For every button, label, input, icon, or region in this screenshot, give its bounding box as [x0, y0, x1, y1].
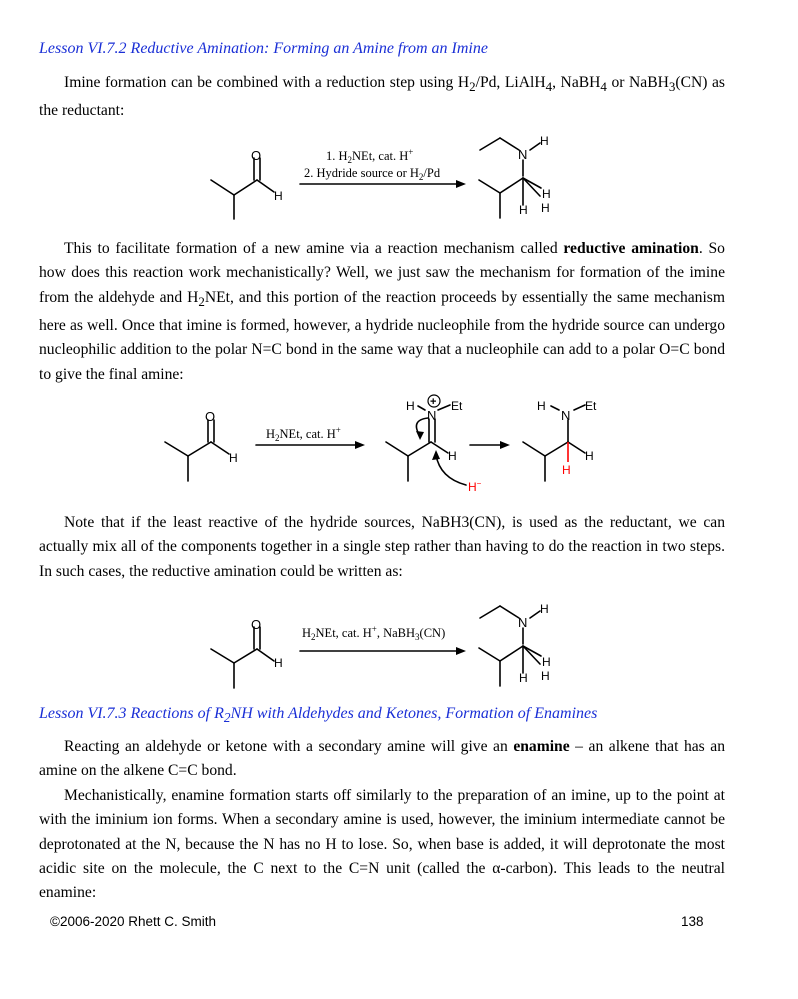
enamine-mechanism-paragraph: Mechanistically, enamine formation starts off similarly to the preparation of an imine, up to the point at with the iminium ion forms. When a secondary amine is used, however, the iminium intermediate cannot be deprotonated at the N, because the N has no H to lose. So, when base is added, it will deprotonate the most acidic site on the molecule, the C next to the C=N unit (called the α-carbon). This leads to the neutral enamine: — [39, 787, 725, 902]
nitrogen-atom-label: N — [427, 408, 437, 423]
hydrogen-atom-label: H — [519, 671, 528, 685]
body-paragraph-mechanism: This to facilitate formation of a new amine via a reaction mechanism called reductive amination. So how does this reaction work mechanistically? Well, we just saw the mechanism for formation of the imine from the aldehyde and $H_2NEt$, and this portion of the reaction proceeds by essentially the same mechanism here as well. Once that imine is formed, however, a hydride nucleophile from the hydride source can undergo nucleophilic addition to the polar N=C bond in the same way that a nucleophile can add to a polar O=C bond to give the final amine: — [39, 240, 725, 383]
hydrogen-atom-label: H — [540, 602, 549, 616]
nitrogen-atom-label: N — [518, 615, 528, 630]
oxygen-atom-label: O — [251, 148, 262, 163]
oxygen-atom-label: O — [251, 617, 262, 632]
hydrogen-atom-label: H — [542, 187, 551, 201]
hydrogen-atom-label: H — [406, 399, 415, 413]
hydrogen-atom-label: H — [448, 449, 457, 463]
added-hydrogen-label: H — [562, 463, 571, 477]
ethyl-label: Et — [585, 399, 597, 413]
body-paragraph-one-pot: Note that if the least reactive of the hydride sources, NaBH3(CN), is used as the reductant, we can actually mix all of the components together in a single step rather than having to do the reaction in two steps. In such cases, the reductive amination could be written as: — [39, 514, 725, 580]
reagent-label-3: $H_2NEt$, cat. H+, NaBH$_3$(CN) — [302, 624, 446, 642]
hydrogen-atom-label: H — [537, 399, 546, 413]
hydride-label: H− — [468, 479, 482, 494]
hydrogen-atom-label: H — [229, 451, 238, 465]
hydrogen-atom-label: H — [274, 656, 283, 670]
hydrogen-atom-label: H — [274, 189, 283, 203]
reagent-step-1: 1. $H_2NEt$, cat. H+ — [326, 147, 414, 165]
enamine-definition-paragraph: Reacting an aldehyde or ketone with a secondary amine will give an enamine – an alkene that has an amine on the alkene C=C bond. — [39, 738, 726, 780]
oxygen-atom-label: O — [205, 409, 216, 424]
hydrogen-atom-label: H — [540, 134, 549, 148]
hydrogen-atom-label: H — [541, 201, 550, 215]
nitrogen-atom-label: N — [561, 408, 571, 423]
hydrogen-atom-label: H — [519, 203, 528, 217]
reagent-label-2: $H_2NEt$, cat. H+ — [266, 425, 341, 443]
lesson-heading-reductive-amination: Lesson VI.7.2 Reductive Amination: Forming an Amine from an Imine — [39, 40, 488, 57]
plus-sign: + — [430, 396, 437, 408]
nitrogen-atom-label: N — [518, 147, 528, 162]
reagent-step-2: 2. Hydride source or $H_2/Pd$ — [304, 166, 441, 182]
hydrogen-atom-label: H — [541, 669, 550, 683]
footer-copyright: ©2006-2020 Rhett C. Smith — [50, 914, 217, 929]
intro-paragraph: Imine formation can be combined with a reduction step using $H_2/Pd$, LiAlH$_4$, NaBH$_4$ or NaBH$_3$(CN) as the reductant: — [39, 74, 725, 120]
lesson-heading-enamines: Lesson VI.7.3 Reactions of $R_2NH$ with Aldehydes and Ketones, Formation of Enamines — [39, 705, 598, 726]
hydrogen-atom-label: H — [542, 655, 551, 669]
hydrogen-atom-label: H — [585, 449, 594, 463]
footer-page-number: 138 — [681, 914, 704, 929]
ethyl-label: Et — [451, 399, 463, 413]
